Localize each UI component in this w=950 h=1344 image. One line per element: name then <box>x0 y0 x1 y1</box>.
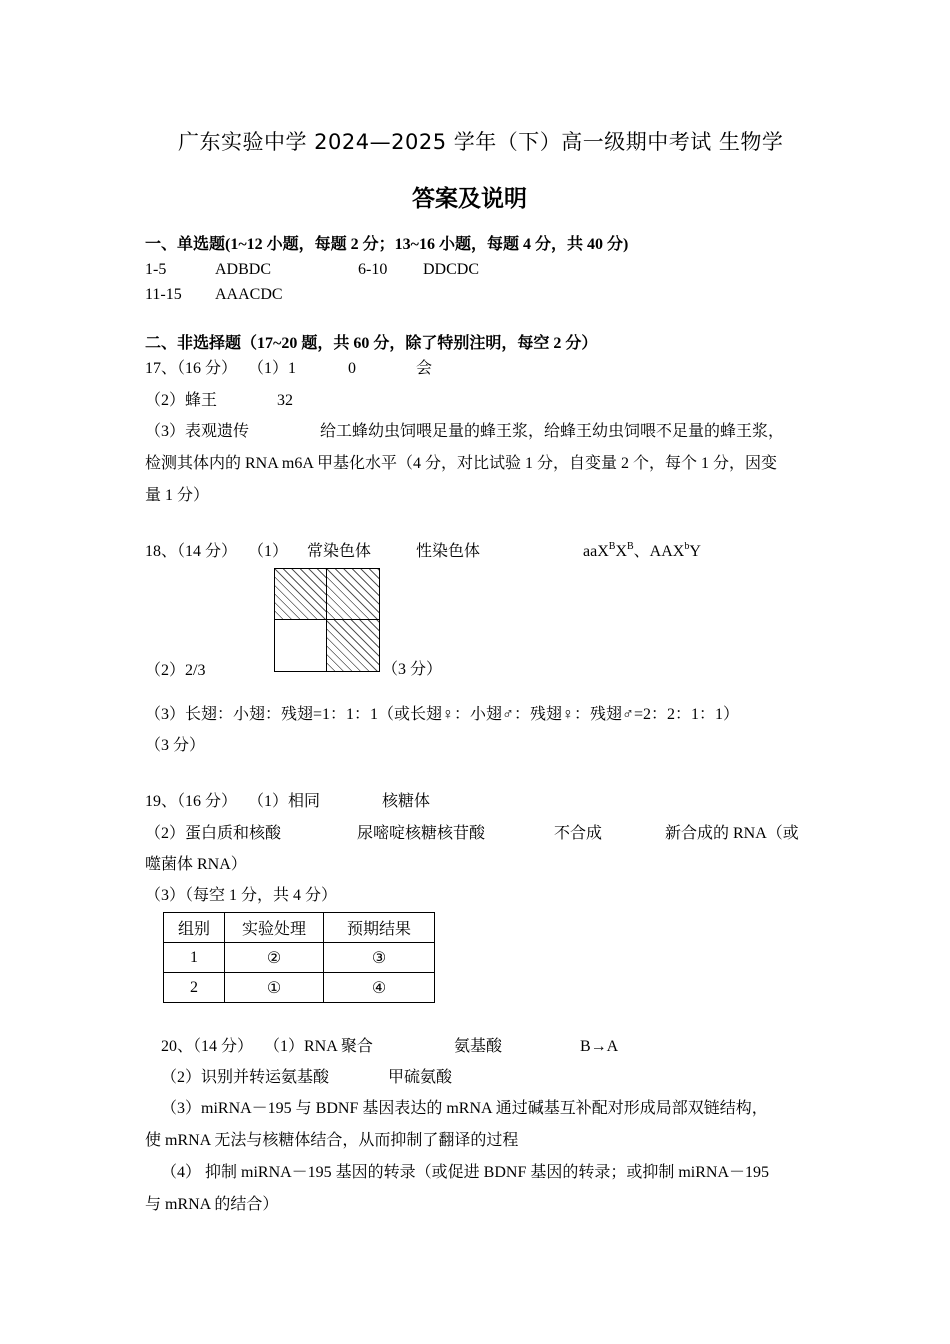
q20-part4: （4） 抑制 miRNA－195 基因的转录（或促进 BDNF 基因的转录；或抑制 miRNA－195 <box>161 1164 770 1181</box>
q17-part1: （1）1 <box>248 360 297 377</box>
q18-part2-score: （3 分） <box>382 661 443 678</box>
q17-part1-c: 会 <box>416 360 433 377</box>
table-header-row <box>164 913 435 943</box>
table-cell: ② <box>225 943 324 973</box>
page-title: 广东实验中学 2024—2025 学年（下）高一级期中考试 生物学 <box>178 130 784 154</box>
q20-part4-line2: 与 mRNA 的结合） <box>145 1196 279 1213</box>
answer-values: DDCDC <box>423 261 480 278</box>
q19-part2-c: 不合成 <box>554 825 603 842</box>
page-subtitle: 答案及说明 <box>412 186 527 212</box>
diagram-cell-blank <box>275 620 327 671</box>
table-cell: ③ <box>324 943 435 973</box>
q17-part3: （3）表观遗传 <box>145 423 250 440</box>
q18-part3: （3）长翅：小翅：残翅=1：1：1（或长翅♀：小翅♂：残翅♀：残翅♂=2：2：1：1） <box>145 706 740 723</box>
q19-part3: （3）（每空 1 分，共 4 分） <box>145 887 338 904</box>
q19-part1: （1）相同 <box>248 793 321 810</box>
q17-part2-b: 32 <box>277 392 293 409</box>
q19-part2-b: 尿嘧啶核糖核苷酸 <box>357 825 486 842</box>
section2-heading: 二、非选择题（17~20 题，共 60 分，除了特别注明，每空 2 分） <box>145 335 598 352</box>
q19-label: 19、（16 分） <box>145 793 238 810</box>
answer-range: 1-5 <box>145 261 167 278</box>
table-cell: ① <box>225 973 324 1003</box>
answer-values: ADBDC <box>215 261 272 278</box>
q19-part2-d: 新合成的 RNA（或 <box>665 825 799 842</box>
q18-part1: （1） <box>248 543 289 560</box>
q18-part2: （2）2/3 <box>145 662 206 679</box>
answer-values: AAACDC <box>215 286 283 303</box>
q20-part2: （2）识别并转运氨基酸 <box>161 1069 330 1086</box>
answer-range: 6-10 <box>358 261 388 278</box>
q19-part1-b: 核糖体 <box>382 793 431 810</box>
q20-part1-c: B→A <box>580 1038 619 1055</box>
q18-genotypes: $aaX^BX^B$、AAX$^b$Y <box>583 540 701 560</box>
q19-part2-line2: 噬菌体 RNA） <box>145 856 247 873</box>
q20-part3: （3）miRNA－195 与 BDNF 基因表达的 mRNA 通过碱基互补配对形成局部双链结构， <box>161 1100 768 1117</box>
q18-part1-b: 性染色体 <box>416 543 481 560</box>
table-cell: ④ <box>324 973 435 1003</box>
q20-part1-b: 氨基酸 <box>454 1038 503 1055</box>
q17-label: 17、（16 分） <box>145 360 238 377</box>
diagram-cell-hatched <box>275 569 327 620</box>
table-row <box>164 943 435 973</box>
answer-range: 11-15 <box>145 286 182 303</box>
q18-part3-score: （3 分） <box>145 737 206 754</box>
q19-part2: （2）蛋白质和核酸 <box>145 825 282 842</box>
table-row <box>164 973 435 1003</box>
q20-part1: （1）RNA 聚合 <box>264 1038 373 1055</box>
q20-label: 20、（14 分） <box>161 1038 254 1055</box>
table-header: 实验处理 <box>225 913 324 943</box>
q17-part2: （2）蜂王 <box>145 392 218 409</box>
q17-part3-b: 给工蜂幼虫饲喂足量的蜂王浆，给蜂王幼虫饲喂不足量的蜂王浆， <box>320 423 785 440</box>
table-cell: 1 <box>164 943 225 973</box>
q17-part3-line2: 检测其体内的 RNA m6A 甲基化水平（4 分，对比试验 1 分，自变量 2 个，每个 1 分，因变 <box>145 455 778 472</box>
section1-heading: 一、单选题(1~12 小题，每题 2 分；13~16 小题，每题 4 分，共 40 分) <box>145 236 629 253</box>
q17-part3-line3: 量 1 分） <box>145 487 210 504</box>
table-header: 组别 <box>164 913 225 943</box>
punnett-diagram <box>274 568 380 672</box>
q18-part1-a: 常染色体 <box>307 543 372 560</box>
diagram-cell-hatched <box>327 620 379 671</box>
q20-part3-line2: 使 mRNA 无法与核糖体结合，从而抑制了翻译的过程 <box>145 1132 519 1149</box>
table-header: 预期结果 <box>324 913 435 943</box>
results-table <box>163 912 435 1003</box>
diagram-cell-hatched <box>327 569 379 620</box>
q17-part1-b: 0 <box>348 360 356 377</box>
q20-part2-b: 甲硫氨酸 <box>388 1069 453 1086</box>
q18-label: 18、（14 分） <box>145 543 238 560</box>
table-cell: 2 <box>164 973 225 1003</box>
